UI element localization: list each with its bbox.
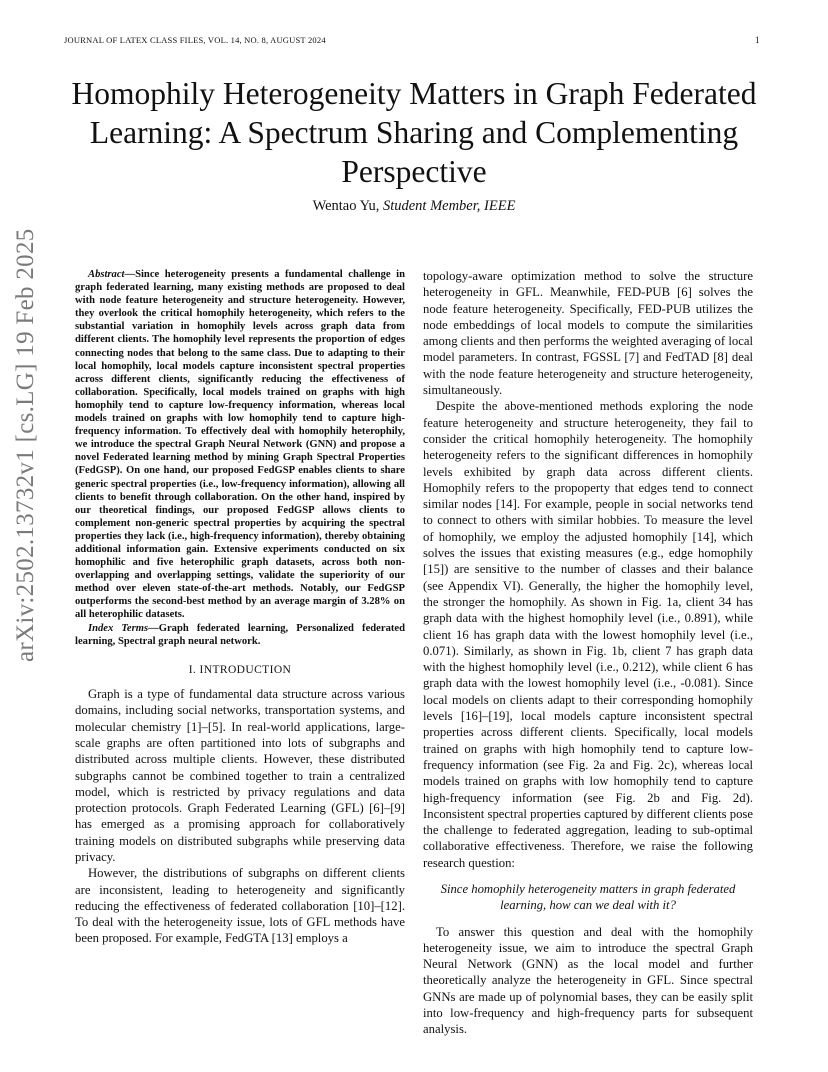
paper-title: Homophily Heterogeneity Matters in Graph Federated Learning: A Spectrum Sharing and Complementing Perspective	[71, 76, 757, 189]
research-question: Since homophily heterogeneity matters in graph federated learning, how can we deal with it?	[440, 881, 736, 913]
paragraph: Graph is a type of fundamental data structure across various domains, including social networks, transportation systems, and molecular chemistry [1]–[5]. In real-world applications, large-scale graphs are often partitioned into lots of subgraphs and distributed across multiple clients. However, these distributed subgraphs cannot be combined together to train a centralized model, which is restricted by privacy regulations and data protection protocols. Graph Federated Learning (GFL) [6]–[9] has emerged as a promising approach for collaboratively training models on distributed subgraphs while preserving data privacy.	[75, 687, 405, 864]
left-column	[75, 268, 405, 947]
arxiv-stamp: arXiv:2502.13732v1 [cs.LG] 19 Feb 2025	[12, 228, 39, 662]
index-terms-lead: Index Terms	[88, 622, 149, 634]
abstract	[75, 268, 405, 622]
abstract-lead: Abstract	[88, 269, 125, 280]
author-name: Wentao Yu,	[312, 198, 383, 214]
paragraph: topology-aware optimization method to solve the structure heterogeneity in GFL. Meanwhile, FED-PUB [6] solves the node feature heterogeneity. Specifically, FED-PUB utilizes the node embeddings of local models to compute the similarities among clients and then performs the weighted averaging of local model parameters. In contrast, FGSSL [7] and FedTAD [8] deal with the node feature heterogeneity and structure heterogeneity, simultaneously.	[423, 269, 753, 398]
paragraph: Despite the above-mentioned methods exploring the node feature heterogeneity and structure heterogeneity, they fail to consider the critical homophily heterogeneity. The homophily heterogeneity refers to the significant differences in homophily levels exhibited by graph data across different clients. Homophily refers to the propoperty that edges tend to connect similar nodes [14]. For example, people in social networks tend to connect to others with similar hobbies. To measure the level of homophily, we employ the adjusted homophily [14], which solves the issues that existing measures (e.g., edge homophily [15]) are sensitive to the number of classes and their balance (see Appendix VI). Generally, the higher the homophily level, the stronger the homophily. As shown in Fig. 1a, client 34 has graph data with the highest homophily level (i.e., 0.891), while client 16 has graph data with the lowest homophily level (i.e., 0.071). Similarly, as shown in Fig. 1b, client 7 has graph data with the highest homophily level (i.e., 0.212), while client 6 has graph data with the lowest homophily level (i.e., -0.081). Since local models on clients adapt to their corresponding homophily levels [16]–[19], local models capture inconsistent spectral properties across different clients. Specifically, local models trained on graphs with high homophily tend to capture low-frequency information (see Fig. 2a and Fig. 2c), whereas local models trained on graphs with low homophily tend to capture high-frequency information (see Fig. 2b and Fig. 2d). Inconsistent spectral properties captured by different clients pose the challenge to federated aggregation, leading to sub-optimal collaborative effectiveness. Therefore, we raise the following research question:	[423, 399, 753, 870]
abstract-text: —Since heterogeneity presents a fundamental challenge in graph federated learning, many existing methods are proposed to deal with node feature heterogeneity and structure heterogeneity. However, they overlook the critical homophily heterogeneity, which refers to the substantial variation in homophily levels across graph data from different clients. The homophily level represents the proportion of edges connecting nodes that belong to the same class. Due to adapting to their local homophily, local models capture inconsistent spectral properties across different clients, significantly reducing the effectiveness of collaboration. Specifically, local models trained on graphs with high homophily tend to capture low-frequency information, whereas local models trained on graphs with low homophily tend to capture high-frequency information. To effectively deal with homophily heterophily, we introduce the spectral Graph Neural Network (GNN) and propose a novel Federated learning method by mining Graph Spectral Properties (FedGSP). On one hand, our proposed FedGSP enables clients to share generic spectral properties (i.e., low-frequency information), allowing all clients to benefit through collaboration. On the other hand, inspired by our theoretical findings, our proposed FedGSP allows clients to complement non-generic spectral properties by acquiring the spectral properties they lack (i.e., high-frequency information), thereby obtaining additional information gain. Extensive experiments conducted on six homophilic and five heterophilic graph datasets, across both non-overlapping and overlapping settings, validate the superiority of our method over eleven state-of-the-art methods. Notably, our FedGSP outperforms the second-best method by an average margin of 3.28% on all heterophilic datasets.	[75, 269, 405, 621]
section-heading: I. INTRODUCTION	[188, 663, 292, 676]
paragraph: To answer this question and deal with the homophily heterogeneity issue, we aim to introduce the spectral Graph Neural Network (GNN) as the local model and further theoretically analyze the heterogeneity in GFL. Since spectral GNNs are made up of polynomial bases, they can be easily split into low-frequency and high-frequency parts for subsequent analysis.	[423, 924, 753, 1037]
right-column	[423, 268, 753, 1038]
paragraph: However, the distributions of subgraphs on different clients are inconsistent, leading to heterogeneity and significantly reducing the effectiveness of federated collaboration [10]–[12]. To deal with the heterogeneity issue, lots of GFL methods have been proposed. For example, FedGTA [13] employs a	[75, 866, 405, 946]
index-terms-text: —Graph federated learning, Personalized federated learning, Spectral graph neural network.	[75, 622, 405, 647]
index-terms	[75, 622, 405, 648]
author-line	[64, 198, 764, 215]
running-header: JOURNAL OF LATEX CLASS FILES, VOL. 14, NO. 8, AUGUST 2024	[64, 35, 326, 45]
page-number: 1	[755, 35, 760, 45]
author-affiliation: Student Member, IEEE	[382, 198, 516, 214]
